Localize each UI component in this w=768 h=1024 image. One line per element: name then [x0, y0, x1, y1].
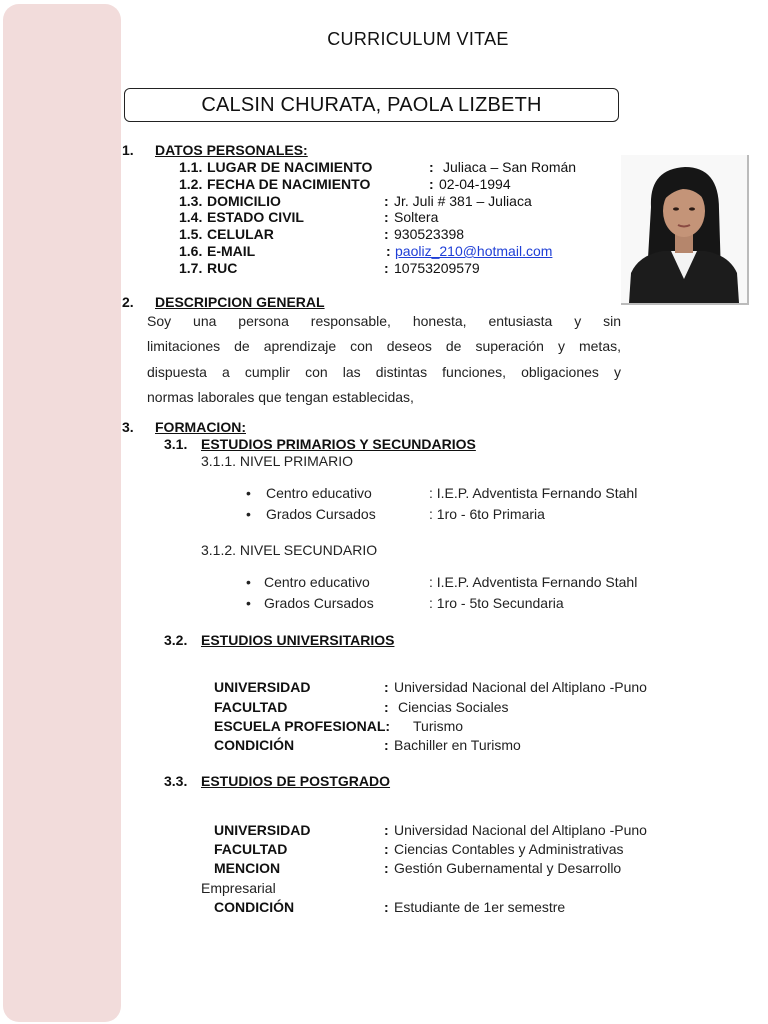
- description-line: Soy una persona responsable, honesta, entusiasta y sin: [147, 313, 621, 329]
- item-value: Universidad Nacional del Altiplano -Puno: [394, 679, 647, 695]
- section-label: DATOS PERSONALES:: [155, 142, 308, 158]
- subsection-label: ESTUDIOS DE POSTGRADO: [201, 773, 391, 789]
- item-value: 10753209579: [394, 260, 480, 276]
- item-key: MENCION: [214, 860, 281, 876]
- subsection-label: ESTUDIOS UNIVERSITARIOS: [201, 632, 395, 648]
- item-number: 1.5.: [179, 226, 203, 242]
- level-secondary-label: 3.1.2. NIVEL SECUNDARIO: [201, 542, 378, 558]
- profile-photo: [621, 155, 749, 305]
- item-key: Centro educativo: [264, 574, 370, 590]
- item-value: Gestión Gubernamental y Desarrollo: [394, 860, 622, 876]
- item-separator: :: [384, 226, 389, 242]
- item-number: 1.6.: [179, 243, 203, 259]
- item-key: FACULTAD: [214, 841, 288, 857]
- candidate-name: CALSIN CHURATA, PAOLA LIZBETH: [124, 88, 619, 122]
- item-value: Soltera: [394, 209, 439, 225]
- item-key: FECHA DE NACIMIENTO: [207, 176, 371, 192]
- bullet: •: [246, 595, 251, 611]
- item-key: UNIVERSIDAD: [214, 679, 311, 695]
- item-key: E-MAIL: [207, 243, 256, 259]
- decorative-sidebar: [3, 4, 121, 1022]
- item-number: 1.2.: [179, 176, 203, 192]
- item-value: Ciencias Contables y Administrativas: [394, 841, 624, 857]
- item-key: CELULAR: [207, 226, 274, 242]
- item-separator: :: [384, 260, 389, 276]
- postgrad-mencion-continuation: Empresarial: [201, 880, 276, 896]
- item-separator: :: [384, 822, 389, 838]
- item-value: : 1ro - 6to Primaria: [429, 506, 545, 522]
- item-key: CONDICIÓN: [214, 899, 295, 915]
- item-key: FACULTAD: [214, 699, 288, 715]
- bullet: •: [246, 506, 251, 522]
- item-separator: :: [384, 193, 389, 209]
- item-separator: :: [384, 679, 389, 695]
- item-separator: :: [384, 899, 389, 915]
- description-line: limitaciones de aprendizaje con deseos de superación y metas,: [147, 338, 621, 355]
- item-number: 1.3.: [179, 193, 203, 209]
- section-label: DESCRIPCION GENERAL: [155, 294, 325, 310]
- description-paragraph: [147, 309, 621, 410]
- item-key: Grados Cursados: [264, 595, 374, 611]
- item-separator: :: [384, 209, 389, 225]
- item-separator: :: [429, 159, 434, 175]
- item-number: 1.1.: [179, 159, 203, 175]
- section-number: 1.: [122, 142, 134, 158]
- subsection-label: ESTUDIOS PRIMARIOS Y SECUNDARIOS: [201, 436, 476, 452]
- description-line: normas laborales que tengan establecidas,: [147, 388, 414, 405]
- bullet: •: [246, 574, 251, 590]
- level-primary-label: 3.1.1. NIVEL PRIMARIO: [201, 453, 353, 469]
- item-key: ESCUELA PROFESIONAL:: [214, 718, 391, 734]
- item-key: Grados Cursados: [266, 506, 376, 522]
- item-value: : I.E.P. Adventista Fernando Stahl: [429, 574, 638, 590]
- section-number: 2.: [122, 294, 134, 310]
- item-separator: :: [429, 176, 434, 192]
- item-key: LUGAR DE NACIMIENTO: [207, 159, 373, 175]
- email-link[interactable]: paoliz_210@hotmail.com: [395, 243, 553, 259]
- item-number: 1.4.: [179, 209, 203, 225]
- description-line: dispuesta a cumplir con las distintas funciones, obligaciones y: [147, 363, 621, 380]
- item-value: : I.E.P. Adventista Fernando Stahl: [429, 485, 638, 501]
- item-value: : 1ro - 5to Secundaria: [429, 595, 564, 611]
- item-separator: :: [384, 860, 389, 876]
- item-key: CONDICIÓN: [214, 737, 295, 753]
- section-number: 3.: [122, 419, 134, 435]
- item-value: 930523398: [394, 226, 465, 242]
- document-title: CURRICULUM VITAE: [327, 29, 509, 49]
- item-number: 1.7.: [179, 260, 203, 276]
- item-key: UNIVERSIDAD: [214, 822, 311, 838]
- profile-photo-illustration: [621, 155, 747, 303]
- item-value: Bachiller en Turismo: [394, 737, 521, 753]
- item-separator: :: [384, 699, 389, 715]
- item-key: ESTADO CIVIL: [207, 209, 304, 225]
- subsection-number: 3.3.: [164, 773, 188, 789]
- item-separator: :: [386, 243, 391, 259]
- item-key: DOMICILIO: [207, 193, 281, 209]
- item-separator: :: [384, 841, 389, 857]
- item-value: Ciencias Sociales: [398, 699, 509, 715]
- item-value: 02-04-1994: [439, 176, 511, 192]
- item-separator: :: [384, 737, 389, 753]
- subsection-number: 3.2.: [164, 632, 188, 648]
- item-key: Centro educativo: [266, 485, 372, 501]
- item-value: Jr. Juli # 381 – Juliaca: [394, 193, 532, 209]
- item-value: Universidad Nacional del Altiplano -Puno: [394, 822, 647, 838]
- item-key: RUC: [207, 260, 238, 276]
- item-value: Estudiante de 1er semestre: [394, 899, 566, 915]
- item-value: Turismo: [413, 718, 464, 734]
- item-value: Juliaca – San Román: [443, 159, 577, 175]
- bullet: •: [246, 485, 251, 501]
- section-label: FORMACION:: [155, 419, 246, 435]
- subsection-number: 3.1.: [164, 436, 188, 452]
